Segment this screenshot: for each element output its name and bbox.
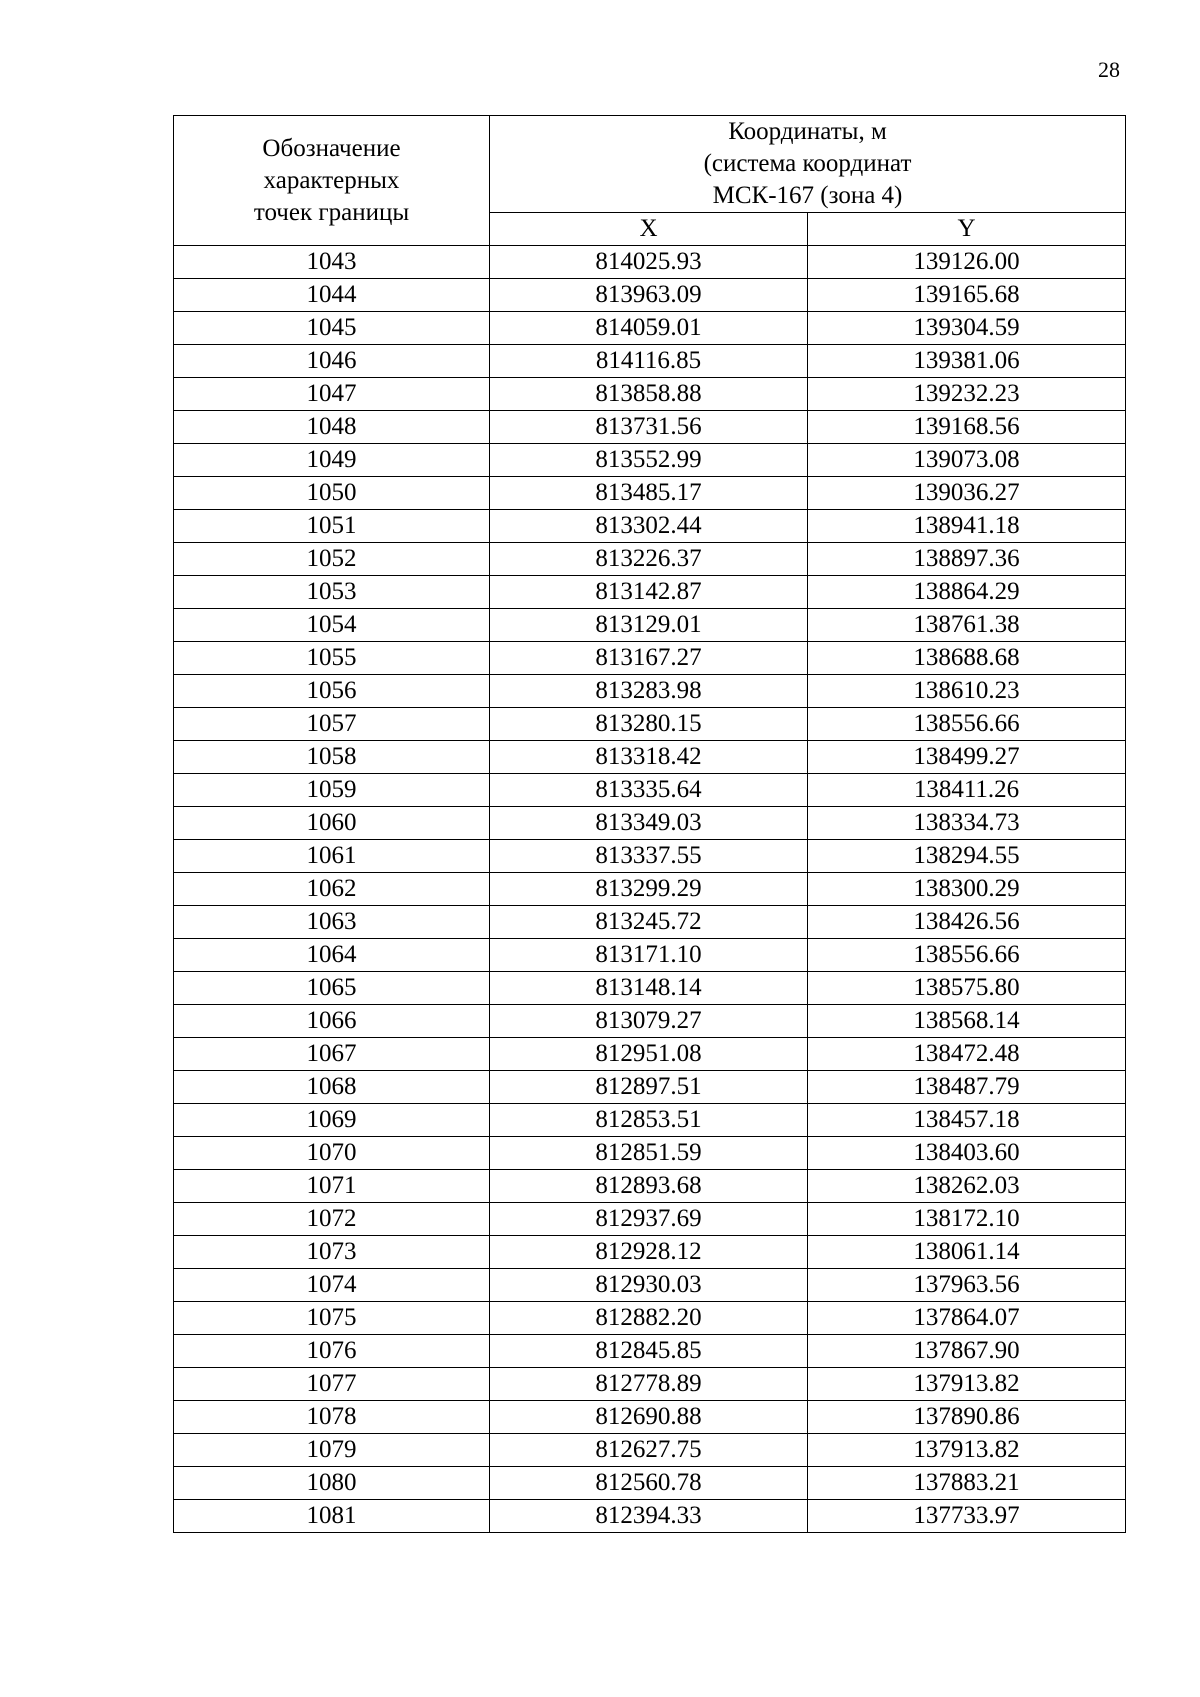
table-row [174,906,1126,939]
cell-x: 812937.69 [490,1203,808,1236]
header-coordinates-line-1: Координаты, м [728,118,887,145]
cell-point: 1047 [174,378,490,411]
cell-x: 813335.64 [490,774,808,807]
table-row [174,477,1126,510]
cell-x: 813485.17 [490,477,808,510]
header-designation-line-1: Обозначение [262,134,401,162]
table-body [174,246,1126,1533]
cell-point: 1067 [174,1038,490,1071]
cell-point: 1046 [174,345,490,378]
cell-y: 137890.86 [808,1401,1126,1434]
cell-point: 1051 [174,510,490,543]
cell-y: 139126.00 [808,246,1126,279]
table-row [174,1170,1126,1203]
table-row [174,1137,1126,1170]
cell-y: 138294.55 [808,840,1126,873]
cell-y: 137864.07 [808,1302,1126,1335]
cell-point: 1059 [174,774,490,807]
header-point-designation [174,116,490,246]
table-header [174,116,1126,246]
table-row [174,345,1126,378]
cell-point: 1072 [174,1203,490,1236]
cell-x: 813337.55 [490,840,808,873]
table-row [174,1071,1126,1104]
cell-y: 138761.38 [808,609,1126,642]
coordinates-table [173,115,1126,1533]
cell-point: 1048 [174,411,490,444]
cell-x: 812394.33 [490,1500,808,1533]
table-row [174,1236,1126,1269]
cell-point: 1081 [174,1500,490,1533]
cell-point: 1045 [174,312,490,345]
cell-point: 1043 [174,246,490,279]
cell-point: 1075 [174,1302,490,1335]
table-row [174,840,1126,873]
cell-point: 1065 [174,972,490,1005]
table-row [174,543,1126,576]
table-row [174,642,1126,675]
cell-y: 139168.56 [808,411,1126,444]
cell-y: 138556.66 [808,939,1126,972]
table-row [174,741,1126,774]
cell-point: 1066 [174,1005,490,1038]
cell-x: 812897.51 [490,1071,808,1104]
cell-y: 137733.97 [808,1500,1126,1533]
cell-point: 1079 [174,1434,490,1467]
cell-point: 1053 [174,576,490,609]
cell-x: 813129.01 [490,609,808,642]
table-row [174,972,1126,1005]
header-coordinates-line-2: (система координат [703,150,912,177]
cell-x: 813302.44 [490,510,808,543]
cell-point: 1057 [174,708,490,741]
cell-y: 138688.68 [808,642,1126,675]
cell-y: 138172.10 [808,1203,1126,1236]
cell-point: 1061 [174,840,490,873]
table-row [174,312,1126,345]
cell-x: 814116.85 [490,345,808,378]
cell-y: 138941.18 [808,510,1126,543]
table-row [174,708,1126,741]
cell-point: 1062 [174,873,490,906]
cell-x: 813963.09 [490,279,808,312]
table-row [174,1434,1126,1467]
cell-y: 138403.60 [808,1137,1126,1170]
cell-x: 812951.08 [490,1038,808,1071]
table-row [174,378,1126,411]
table-row [174,1104,1126,1137]
cell-y: 138897.36 [808,543,1126,576]
cell-point: 1058 [174,741,490,774]
cell-y: 139232.23 [808,378,1126,411]
cell-point: 1076 [174,1335,490,1368]
table-row [174,1335,1126,1368]
cell-point: 1071 [174,1170,490,1203]
cell-x: 813142.87 [490,576,808,609]
cell-point: 1054 [174,609,490,642]
cell-y: 138610.23 [808,675,1126,708]
header-designation-line-2: характерных [263,166,400,194]
cell-y: 139381.06 [808,345,1126,378]
cell-y: 138411.26 [808,774,1126,807]
cell-y: 138556.66 [808,708,1126,741]
cell-y: 138487.79 [808,1071,1126,1104]
cell-y: 137913.82 [808,1368,1126,1401]
cell-point: 1078 [174,1401,490,1434]
cell-y: 138334.73 [808,807,1126,840]
cell-x: 814059.01 [490,312,808,345]
cell-point: 1068 [174,1071,490,1104]
cell-x: 812928.12 [490,1236,808,1269]
table-row [174,1467,1126,1500]
cell-point: 1070 [174,1137,490,1170]
cell-point: 1069 [174,1104,490,1137]
cell-x: 813167.27 [490,642,808,675]
table-row [174,1038,1126,1071]
cell-y: 138457.18 [808,1104,1126,1137]
cell-x: 813079.27 [490,1005,808,1038]
cell-point: 1080 [174,1467,490,1500]
table-row [174,675,1126,708]
cell-y: 139304.59 [808,312,1126,345]
cell-y: 138575.80 [808,972,1126,1005]
table-row [174,510,1126,543]
header-designation-line-3: точек границы [253,198,410,226]
table-row [174,807,1126,840]
cell-point: 1055 [174,642,490,675]
table-row [174,1368,1126,1401]
cell-y: 138426.56 [808,906,1126,939]
cell-x: 813552.99 [490,444,808,477]
cell-y: 138472.48 [808,1038,1126,1071]
cell-x: 812560.78 [490,1467,808,1500]
cell-y: 137867.90 [808,1335,1126,1368]
cell-x: 812851.59 [490,1137,808,1170]
table-row [174,609,1126,642]
cell-x: 813283.98 [490,675,808,708]
cell-y: 138499.27 [808,741,1126,774]
cell-x: 813171.10 [490,939,808,972]
cell-x: 812690.88 [490,1401,808,1434]
header-x: X [490,213,808,246]
cell-y: 137913.82 [808,1434,1126,1467]
cell-y: 138568.14 [808,1005,1126,1038]
cell-x: 813731.56 [490,411,808,444]
cell-point: 1044 [174,279,490,312]
table-row [174,279,1126,312]
cell-point: 1056 [174,675,490,708]
cell-y: 138262.03 [808,1170,1126,1203]
table-row [174,1005,1126,1038]
cell-x: 812845.85 [490,1335,808,1368]
cell-y: 139073.08 [808,444,1126,477]
cell-x: 813318.42 [490,741,808,774]
cell-y: 139036.27 [808,477,1126,510]
header-y: Y [808,213,1126,246]
cell-point: 1077 [174,1368,490,1401]
cell-x: 813858.88 [490,378,808,411]
table-row [174,873,1126,906]
table-row [174,1302,1126,1335]
cell-x: 813299.29 [490,873,808,906]
table-row [174,246,1126,279]
page-number: 28 [1098,57,1120,82]
cell-y: 139165.68 [808,279,1126,312]
cell-point: 1060 [174,807,490,840]
header-coordinates [490,116,1126,213]
cell-y: 138061.14 [808,1236,1126,1269]
table-row [174,411,1126,444]
cell-y: 137963.56 [808,1269,1126,1302]
cell-point: 1052 [174,543,490,576]
cell-y: 137883.21 [808,1467,1126,1500]
table-row [174,1500,1126,1533]
cell-x: 813226.37 [490,543,808,576]
cell-point: 1050 [174,477,490,510]
table-row [174,774,1126,807]
cell-point: 1049 [174,444,490,477]
cell-x: 813148.14 [490,972,808,1005]
table-row [174,1203,1126,1236]
cell-x: 812627.75 [490,1434,808,1467]
cell-x: 813280.15 [490,708,808,741]
cell-x: 812893.68 [490,1170,808,1203]
cell-point: 1073 [174,1236,490,1269]
table-row [174,444,1126,477]
table-row [174,576,1126,609]
cell-x: 812930.03 [490,1269,808,1302]
cell-x: 812853.51 [490,1104,808,1137]
cell-x: 813245.72 [490,906,808,939]
cell-y: 138864.29 [808,576,1126,609]
cell-point: 1074 [174,1269,490,1302]
cell-point: 1064 [174,939,490,972]
cell-point: 1063 [174,906,490,939]
cell-x: 812882.20 [490,1302,808,1335]
header-coordinates-line-3: МСК-167 (зона 4) [712,182,903,209]
cell-x: 813349.03 [490,807,808,840]
table-row [174,1401,1126,1434]
table-row [174,939,1126,972]
table-row [174,1269,1126,1302]
cell-x: 812778.89 [490,1368,808,1401]
cell-x: 814025.93 [490,246,808,279]
cell-y: 138300.29 [808,873,1126,906]
